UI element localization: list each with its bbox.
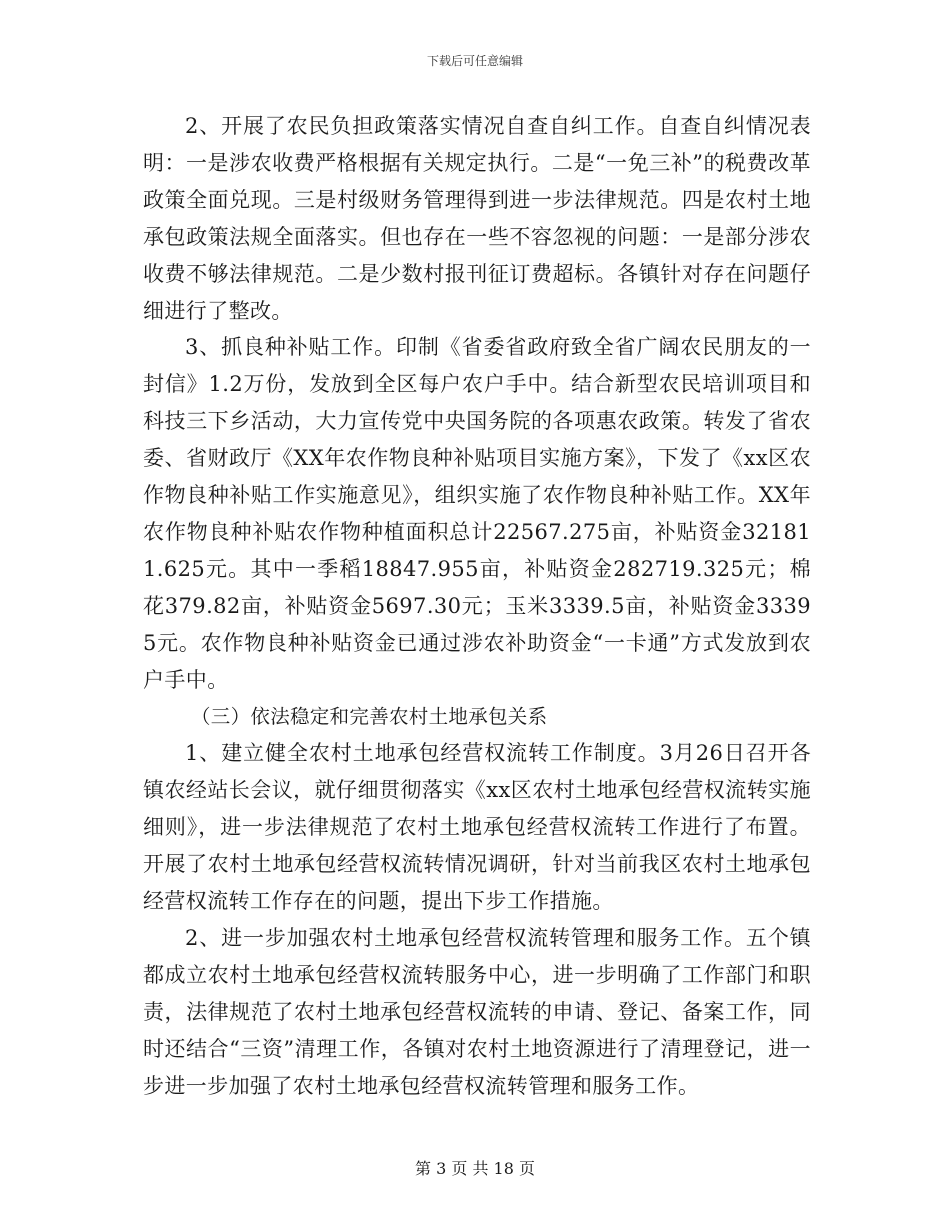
paragraph-seed-subsidy: 3、抓良种补贴工作。印制《省委省政府致全省广阔农民朋友的一封信》1.2万份，发放到全区每户农户手中。结合新型农民培训项目和科技三下乡活动，大力宣传党中央国务院的各项惠农政策。转发了省农委、省财政厅《XX年农作物良种补贴项目实施方案》，下发了《xx区农作物良种补贴工作实施意见》，组织实施了农作物良种补贴工作。XX年农作物良种补贴农作物种植面积总计22567.275亩，补贴资金321811.625元。其中一季稻18847.955亩，补贴资金282719.325元；棉花379.82亩，补贴资金5697.30元；玉米3339.5亩，补贴资金33395元。农作物良种补贴资金已通过涉农补助资金“一卡通”方式发放到农户手中。 bbox=[143, 335, 811, 692]
paragraph-transfer-management: 2、进一步加强农村土地承包经营权流转管理和服务工作。五个镇都成立农村土地承包经营权流转服务中心，进一步明确了工作部门和职责，法律规范了农村土地承包经营权流转的申请、登记、备案工作，同时还结合“三资”清理工作，各镇对农村土地资源进行了清理登记，进一步进一步加强了农村土地承包经营权流转管理和服务工作。 bbox=[143, 925, 811, 1098]
paragraph-farmer-burden: 2、开展了农民负担政策落实情况自查自纠工作。自查自纠情况表明：一是涉农收费严格根据有关规定执行。二是“一免三补”的税费改革政策全面兑现。三是村级财务管理得到进一步法律规范。四是农村土地承包政策法规全面落实。但也存在一些不容忽视的问题：一是部分涉农收费不够法律规范。二是少数村报刊征订费超标。各镇针对存在问题仔细进行了整改。 bbox=[143, 114, 811, 323]
page-header: 下载后可任意编辑 bbox=[426, 54, 523, 68]
document-body bbox=[143, 108, 811, 1104]
section-heading: （三）依法稳定和完善农村土地承包关系 bbox=[191, 704, 548, 728]
paragraph-transfer-system: 1、建立健全农村土地承包经营权流转工作制度。3月26日召开各镇农经站长会议，就仔细贯彻落实《xx区农村土地承包经营权流转实施细则》，进一步法律规范了农村土地承包经营权流转工作进行了布置。开展了农村土地承包经营权流转情况调研，针对当前我区农村土地承包经营权流转工作存在的问题，提出下步工作措施。 bbox=[143, 741, 811, 914]
page-number-footer: 第 3 页 共 18 页 bbox=[415, 1159, 535, 1178]
